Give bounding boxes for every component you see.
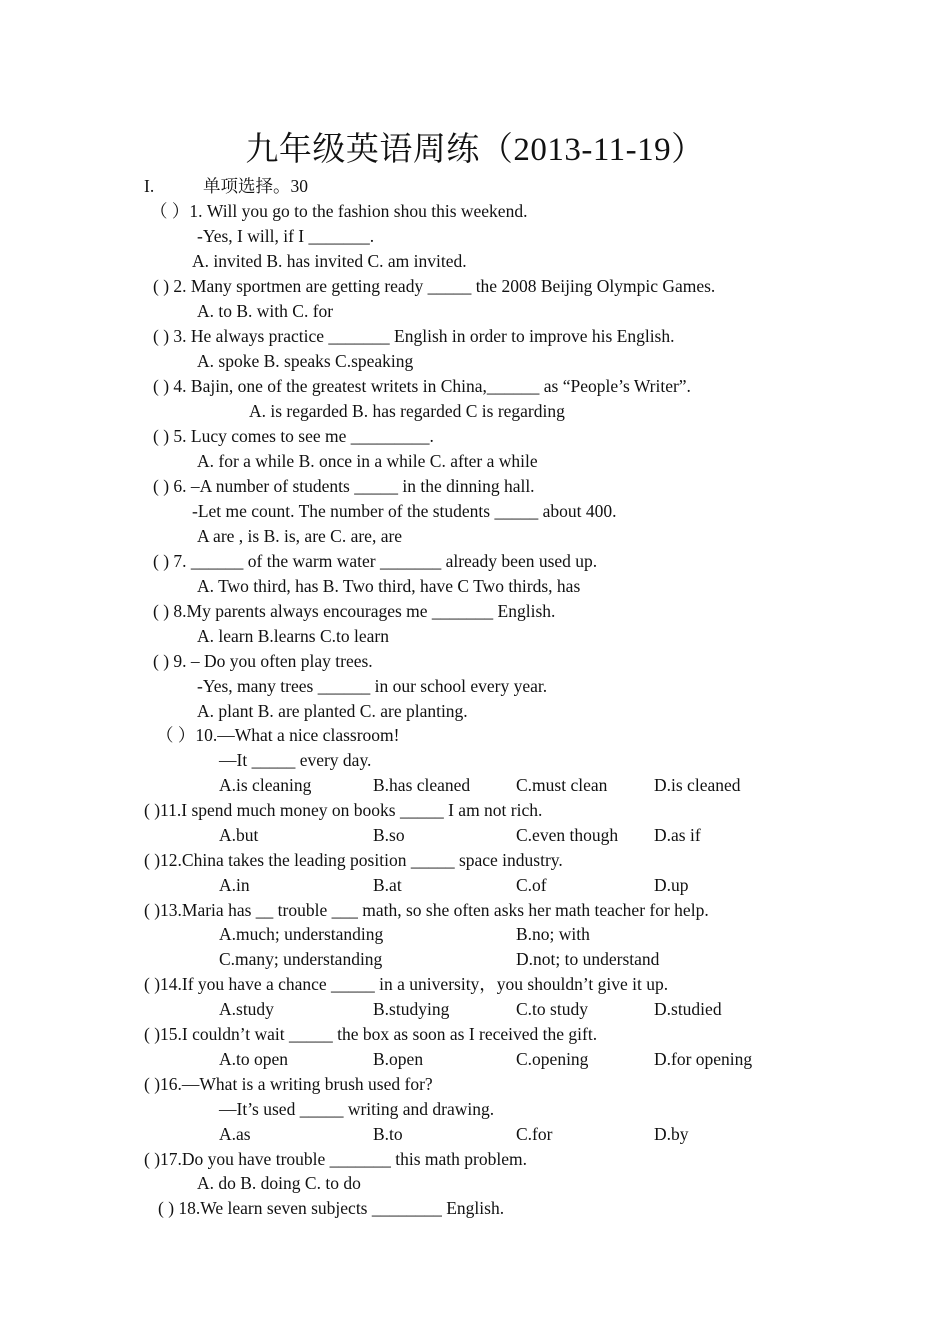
question-12-option-b: B.at [373,875,402,895]
question-16-option-b: B.to [373,1124,403,1144]
question-18-stem: ( ) 18.We learn seven subjects ________ English. [158,1198,505,1218]
question-6-reply: -Let me count. The number of the students _____ about 400. [192,501,617,521]
question-11-option-a: A.but [219,825,259,845]
question-10-option-b: B.has cleaned [373,775,471,795]
question-10-reply: —It _____ every day. [219,750,372,770]
question-10-option-a: A.is cleaning [219,775,312,795]
question-15-option-c: C.opening [516,1049,589,1069]
question-17-stem: ( )17.Do you have trouble _______ this math problem. [144,1149,527,1169]
question-16-option-a: A.as [219,1124,251,1144]
question-6-options: A are , is B. is, are C. are, are [197,526,403,546]
question-12-option-c: C.of [516,875,547,895]
question-4-stem: ( ) 4. Bajin, one of the greatest writets in China,______ as “People’s Writer”. [153,376,691,396]
question-13-option-b: B.no; with [516,924,590,944]
question-13-option-a: A.much; understanding [219,924,384,944]
question-1-reply: -Yes, I will, if I _______. [197,226,375,246]
question-6-stem: ( ) 6. –A number of students _____ in the dinning hall. [153,476,535,496]
question-17-options: A. do B. doing C. to do [197,1173,361,1193]
question-5-stem: ( ) 5. Lucy comes to see me _________. [153,426,434,446]
question-11-option-b: B.so [373,825,405,845]
question-7-stem: ( ) 7. ______ of the warm water _______ already been used up. [153,551,598,571]
question-2-options: A. to B. with C. for [197,301,334,321]
question-11-option-c: C.even though [516,825,619,845]
question-15-stem: ( )15.I couldn’t wait _____ the box as soon as I received the gift. [144,1024,598,1044]
question-14-option-d: D.studied [654,999,722,1019]
question-9-options: A. plant B. are planted C. are planting. [197,701,468,721]
question-7-options: A. Two third, has B. Two third, have C Two thirds, has [197,576,581,596]
question-10-stem: （ ）10.—What a nice classroom! [156,725,400,745]
question-10-option-d: D.is cleaned [654,775,741,795]
question-15-option-d: D.for opening [654,1049,753,1069]
question-13-option-d: D.not; to understand [516,949,660,969]
question-8-options: A. learn B.learns C.to learn [197,626,389,646]
question-9-stem: ( ) 9. – Do you often play trees. [153,651,373,671]
question-12-option-a: A.in [219,875,250,895]
question-16-stem: ( )16.—What is a writing brush used for? [144,1074,433,1094]
question-11-option-d: D.as if [654,825,701,845]
page-title: 九年级英语周练（2013-11-19） [245,132,705,168]
question-3-options: A. spoke B. speaks C.speaking [197,351,414,371]
question-14-stem: ( )14.If you have a chance _____ in a university，you shouldn’t give it up. [144,974,669,994]
question-9-reply: -Yes, many trees ______ in our school every year. [197,676,548,696]
section-numeral: I. [144,176,155,196]
question-15-option-b: B.open [373,1049,424,1069]
question-12-stem: ( )12.China takes the leading position _____ space industry. [144,850,563,870]
question-14-option-b: B.studying [373,999,450,1019]
question-1-stem: （ ）1. Will you go to the fashion shou this weekend. [150,201,528,221]
question-4-options: A. is regarded B. has regarded C is regarding [249,401,565,421]
question-13-stem: ( )13.Maria has __ trouble ___ math, so she often asks her math teacher for help. [144,900,709,920]
question-5-options: A. for a while B. once in a while C. after a while [197,451,538,471]
question-3-stem: ( ) 3. He always practice _______ English in order to improve his English. [153,326,675,346]
question-14-option-c: C.to study [516,999,588,1019]
question-12-option-d: D.up [654,875,689,895]
question-16-option-d: D.by [654,1124,689,1144]
question-16-option-c: C.for [516,1124,553,1144]
question-16-reply: —It’s used _____ writing and drawing. [219,1099,495,1119]
question-2-stem: ( ) 2. Many sportmen are getting ready _____ the 2008 Beijing Olympic Games. [153,276,716,296]
question-14-option-a: A.study [219,999,274,1019]
question-11-stem: ( )11.I spend much money on books _____ I am not rich. [144,800,543,820]
question-15-option-a: A.to open [219,1049,289,1069]
question-8-stem: ( ) 8.My parents always encourages me _______ English. [153,601,556,621]
question-10-option-c: C.must clean [516,775,608,795]
question-1-options: A. invited B. has invited C. am invited. [192,251,467,271]
section-heading: 单项选择。30 [203,176,308,196]
question-13-option-c: C.many; understanding [219,949,383,969]
